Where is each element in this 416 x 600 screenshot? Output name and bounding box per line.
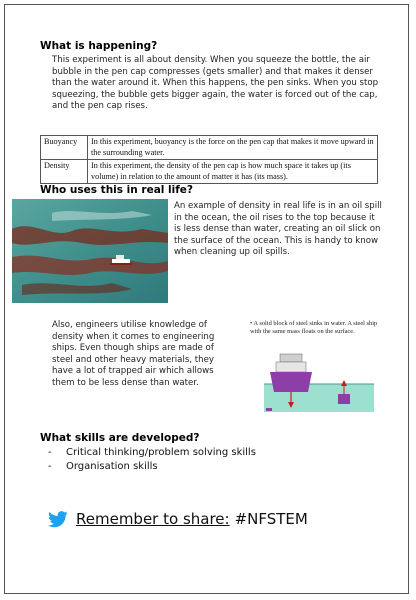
ship-paragraph: Also, engineers utilise knowledge of density when it comes to engineering ships. Even though ships are made of steel and other heavy materials, they have a lot of trapped air which allows them to be less dense than water.	[52, 320, 215, 388]
definition-term: Buoyancy	[41, 136, 88, 160]
definition-text: In this experiment, buoyancy is the force on the pen cap that makes it move upward in the surrounding water.	[88, 136, 378, 160]
definition-row	[41, 160, 378, 184]
heading-skills: What skills are developed?	[40, 432, 200, 444]
heading-real-life: Who uses this in real life?	[40, 184, 194, 196]
ship-diagram-caption: • A solid block of steel sinks in water. A steel ship with the same mass floats on the surface.	[250, 320, 378, 335]
skills-list	[48, 446, 256, 474]
twitter-bird-icon	[48, 511, 68, 528]
ship-buoyancy-diagram	[244, 318, 380, 418]
heading-what-is-happening: What is happening?	[40, 40, 158, 52]
share-reminder	[48, 510, 308, 528]
skill-label: Organisation skills	[66, 461, 158, 472]
definition-term: Density	[41, 160, 88, 184]
oil-spill-photo	[12, 199, 168, 303]
share-hashtag: #NFSTEM	[234, 510, 308, 528]
share-label: Remember to share:	[76, 510, 230, 528]
oil-spill-image	[12, 199, 168, 303]
explanation-paragraph: This experiment is all about density. When you squeeze the bottle, the air bubble in the pen cap compresses (gets smaller) and that makes it denser than the water around it. When this happens, the pen sinks. When you stop squeezing, the bubble gets bigger again, the water is forced out of the cap, and the pen cap rises.	[52, 55, 379, 112]
list-item: - Critical thinking/problem solving skills	[48, 447, 256, 458]
legend-swatch	[266, 408, 272, 411]
definition-text: In this experiment, the density of the pen cap is how much space it takes up (its volume) in relation to the amount of matter it has (its mass).	[88, 160, 378, 184]
list-item: - Organisation skills	[48, 461, 158, 472]
definition-row	[41, 136, 378, 160]
definitions-table	[40, 135, 378, 184]
oil-spill-paragraph: An example of density in real life is in an oil spill in the ocean, the oil rises to the top because it is less dense than water, creating an oil slick on the surface of the ocean. This is handy to know when cleaning up oil spills.	[174, 201, 382, 258]
skill-label: Critical thinking/problem solving skills	[66, 447, 256, 458]
